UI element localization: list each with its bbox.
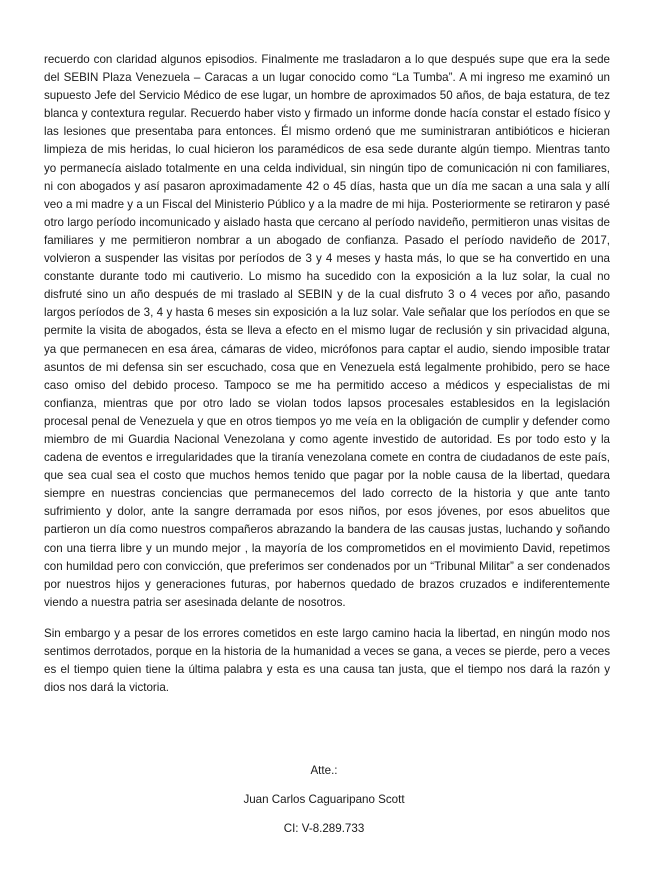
closing-salutation: Atte.: [310,764,338,777]
paragraph-2: Sin embargo y a pesar de los errores cometidos en este largo camino hacia la libertad, en ningún modo nos sentimos derrotados, porque en la historia de la humanidad a veces se gana, a veces se pierde, pero a veces es el tiempo quien tiene la última palabra y esta es una causa tan justa, que el tiempo nos dará la razón y dios nos dará la victoria. [44,626,610,695]
letter-body [44,51,610,697]
signatory-id: CI: V-8.289.733 [283,822,365,835]
paragraph-1: recuerdo con claridad algunos episodios. Finalmente me trasladaron a lo que después supe que era la sede del SEBIN Plaza Venezuela – Caracas a un lugar conocido como “La Tumba”. A mi ingreso me examinó un supuesto Jefe del Servicio Médico de ese lugar, un hombre de aproximados 50 años, de baja estatura, de tez blanca y contextura regular. Recuerdo haber visto y firmado un informe donde hacía constar el estado físico y las lesiones que presentaba para entonces. Él mismo ordenó que me suministraran antibióticos e hicieran limpieza de mis heridas, lo cual hicieron los paramédicos de esa sede durante algún tiempo. Mientras tanto yo permanecía aislado totalmente en una celda individual, sin ningún tipo de comunicación ni con familiares, ni con abogados y así pasaron aproximadamente 42 o 45 días, hasta que un día me sacan a una sala y allí veo a mi madre y a un Fiscal del Ministerio Público y a la madre de mi hija. Posteriormente se retiraron y pasé otro largo período incomunicado y aislado hasta que cercano al período navideño, permitieron unas visitas de familiares y me permitieron nombrar a un abogado de confianza. Pasado el período navideño de 2017, volvieron a suspender las visitas por períodos de 3 y 4 meses y hasta más, lo que se ha convertido en una constante durante todo mi cautiverio. Lo mismo ha sucedido con la exposición a la luz solar, la cual no disfruté sino un año después de mi traslado al SEBIN y de la cual disfruto 3 o 4 veces por año, pasando largos períodos de 3, 4 y hasta 6 meses sin exposición a la luz solar. Vale señalar que los períodos en que se permite la visita de abogados, ésta se lleva a efecto en el mismo lugar de reclusión y sin privacidad alguna, ya que permanecen en esa área, cámaras de video, micrófonos para captar el audio, siendo imposible tratar asuntos de mi defensa sin ser escuchado, cosa que en Venezuela está legalmente prohibido, pero se hace caso omiso del debido proceso. Tampoco se me ha permitido acceso a médicos y especialistas de mi confianza, mientras que por otro lado se violan todos lapsos procesales establesidos en la legislación procesal penal de Venezuela y que en otros tiempos yo me veía en la obligación de cumplir y defender como miembro de mi Guardia Nacional Venezolana y como agente investido de autoridad. Es por todo esto y la cadena de eventos e irregularidades que la tiranía venezolana comete en contra de ciudadanos de este país, que sea cual sea el costo que muchos hemos tenido que pagar por la noble causa de la libertad, quedara siempre en nuestras conciencias que permanecemos del lado correcto de la historia y que ante tanto sufrimiento y dolor, ante la sangre derramada por esos niños, por esos jóvenes, por esos abuelitos que partieron un día como nuestros compañeros abrazando la bandera de las causas justas, luchando y soñando con una tierra libre y un mundo mejor , la mayoría de los comprometidos en el movimiento David, repetimos con humildad pero con convicción, que preferimos ser condenados por un “Tribunal Militar” a ser condenados por nuestros hijos y generaciones futuras, por habernos quedado de brazos cruzados e indiferentemente viendo a nuestra patria ser asesinada delante de nosotros. [44,53,610,609]
signatory-name: Juan Carlos Caguaripano Scott [243,793,405,806]
signature-block [0,762,648,849]
